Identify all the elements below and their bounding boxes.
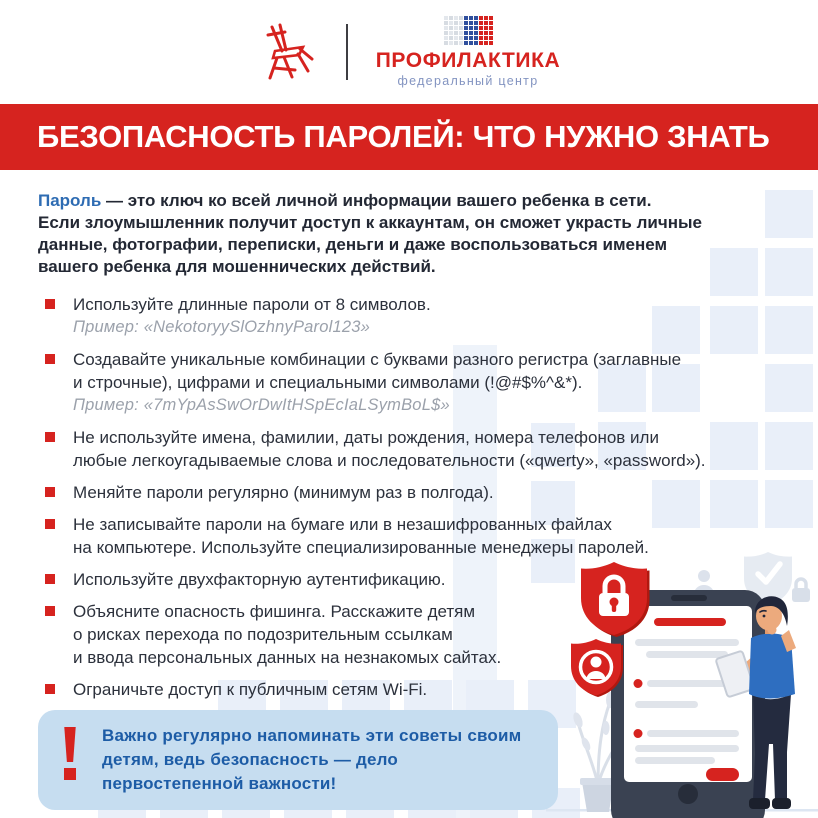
intro-paragraph: [38, 190, 780, 278]
mosaic-cell: [489, 26, 493, 30]
tip-text: на компьютере. Используйте специализированные менеджеры паролей.: [73, 538, 649, 557]
mosaic-cell: [459, 16, 463, 20]
tip-text: Меняйте пароли регулярно (минимум раз в полгода).: [73, 483, 494, 502]
mosaic-cell: [454, 36, 458, 40]
callout-text: [102, 724, 521, 796]
mosaic-cell: [479, 41, 483, 45]
mosaic-cell: [479, 36, 483, 40]
intro-line: данные, фотографии, переписки, деньги и даже воспользоваться именем: [38, 235, 668, 254]
logo-divider: [346, 24, 348, 80]
tip-item: [38, 426, 780, 472]
mosaic-cell: [444, 31, 448, 35]
tip-text: Не записывайте пароли на бумаге или в незашифрованных файлах: [73, 515, 612, 534]
mosaic-cell: [449, 21, 453, 25]
mosaic-cell: [464, 26, 468, 30]
mosaic-cell: [469, 21, 473, 25]
callout-line: детям, ведь безопасность — дело: [102, 750, 398, 769]
mosaic-cell: [479, 31, 483, 35]
callout-line: Важно регулярно напоминать эти советы своим: [102, 726, 522, 745]
title-banner: [0, 104, 818, 170]
mosaic-cell: [454, 31, 458, 35]
mosaic-cell: [454, 21, 458, 25]
mosaic-cell: [484, 21, 488, 25]
mosaic-cell: [459, 26, 463, 30]
mosaic-cell: [449, 31, 453, 35]
tip-text: о рисках перехода по подозрительным ссылкам: [73, 625, 453, 644]
bullet-square-icon: [45, 354, 55, 364]
mosaic-cell: [464, 36, 468, 40]
main-content: [0, 170, 818, 810]
mosaic-cell: [484, 31, 488, 35]
mosaic-cell: [484, 41, 488, 45]
tip-item: [38, 348, 780, 417]
mosaic-cell: [444, 41, 448, 45]
mosaic-cell: [469, 26, 473, 30]
mosaic-cell: [484, 26, 488, 30]
tip-text: Используйте длинные пароли от 8 символов.: [73, 295, 431, 314]
mosaic-cell: [474, 21, 478, 25]
tip-item: [38, 293, 780, 339]
brand-name: ПРОФИЛАКТИКА: [375, 49, 561, 72]
mosaic-cell: [489, 21, 493, 25]
mosaic-cell: [489, 41, 493, 45]
mosaic-cell: [489, 36, 493, 40]
callout-line: первостепенной важности!: [102, 774, 337, 793]
tip-text: и строчные), цифрами и специальными символами (!@#$%^&*).: [73, 373, 583, 392]
mosaic-cell: [464, 41, 468, 45]
intro-highlight: Пароль: [38, 191, 102, 210]
mosaic-cell: [444, 36, 448, 40]
mosaic-cell: [474, 31, 478, 35]
tip-text: Ограничьте доступ к публичным сетям Wi-Fi.: [73, 680, 428, 699]
mosaic-cell: [449, 16, 453, 20]
tip-item: [38, 568, 780, 591]
intro-line: — это ключ ко всей личной информации вашего ребенка в сети.: [101, 191, 652, 210]
mosaic-cell: [469, 16, 473, 20]
mosaic-cell: [459, 36, 463, 40]
mosaic-cell: [454, 16, 458, 20]
mosaic-cell: [449, 26, 453, 30]
bullet-square-icon: [45, 299, 55, 309]
tip-item: [38, 600, 780, 669]
bullet-square-icon: [45, 519, 55, 529]
mosaic-cell: [444, 16, 448, 20]
tip-text: Не используйте имена, фамилии, даты рождения, номера телефонов или: [73, 428, 659, 447]
mosaic-cell: [459, 41, 463, 45]
mosaic-cell: [474, 41, 478, 45]
mosaic-cell: [489, 16, 493, 20]
tip-item: [38, 513, 780, 559]
mosaic-cell: [449, 36, 453, 40]
header: [0, 0, 818, 104]
mosaic-cell: [454, 41, 458, 45]
callout-box: [38, 710, 558, 810]
mosaic-cell: [474, 26, 478, 30]
mosaic-cell: [474, 36, 478, 40]
mosaic-cell: [479, 26, 483, 30]
bullet-square-icon: [45, 574, 55, 584]
mosaic-cell: [469, 31, 473, 35]
mosaic-cell: [469, 36, 473, 40]
tip-item: [38, 481, 780, 504]
bullet-square-icon: [45, 487, 55, 497]
intro-line: вашего ребенка для мошеннических действий.: [38, 257, 436, 276]
mosaic-cell: [459, 21, 463, 25]
mosaic-cell: [489, 31, 493, 35]
mosaic-cell: [454, 26, 458, 30]
mosaic-cell: [484, 36, 488, 40]
mosaic-cell: [444, 26, 448, 30]
mosaic-cell: [464, 31, 468, 35]
tip-item: [38, 678, 780, 701]
intro-line: Если злоумышленник получит доступ к аккаунтам, он сможет украсть личные: [38, 213, 702, 232]
tip-text: Создавайте уникальные комбинации с буквами разного регистра (заглавные: [73, 350, 682, 369]
mosaic-cell: [449, 41, 453, 45]
bullet-square-icon: [45, 432, 55, 442]
bullet-square-icon: [45, 606, 55, 616]
tip-example: Пример: «7mYpAsSwOrDwItHSpEcIaLSymBoL$»: [73, 396, 450, 414]
tip-example: Пример: «NekotoryySlOzhnyParol123»: [73, 318, 370, 336]
brand-subtitle: федеральный центр: [397, 74, 539, 88]
mosaic-cell: [444, 21, 448, 25]
mosaic-cell: [459, 31, 463, 35]
mosaic-cell: [469, 41, 473, 45]
mosaic-cell: [464, 16, 468, 20]
mosaic-cell: [484, 16, 488, 20]
tip-text: Используйте двухфакторную аутентификацию.: [73, 570, 446, 589]
page-title: БЕЗОПАСНОСТЬ ПАРОЛЕЙ: ЧТО НУЖНО ЗНАТЬ: [37, 119, 770, 154]
chair-logo-icon: [258, 21, 318, 83]
mosaic-cell: [464, 21, 468, 25]
tip-text: Объясните опасность фишинга. Расскажите детям: [73, 602, 476, 621]
tips-list: [38, 293, 780, 701]
mosaic-cell: [474, 16, 478, 20]
tip-text: любые легкоугадываемые слова и последовательности («qwerty», «password»).: [73, 451, 706, 470]
exclamation-icon: [38, 724, 102, 780]
mosaic-cell: [479, 16, 483, 20]
bullet-square-icon: [45, 684, 55, 694]
flag-mosaic-icon: [444, 16, 493, 45]
brand-block: [376, 16, 561, 88]
tip-text: и ввода персональных данных на незнакомых сайтах.: [73, 648, 502, 667]
mosaic-cell: [479, 21, 483, 25]
